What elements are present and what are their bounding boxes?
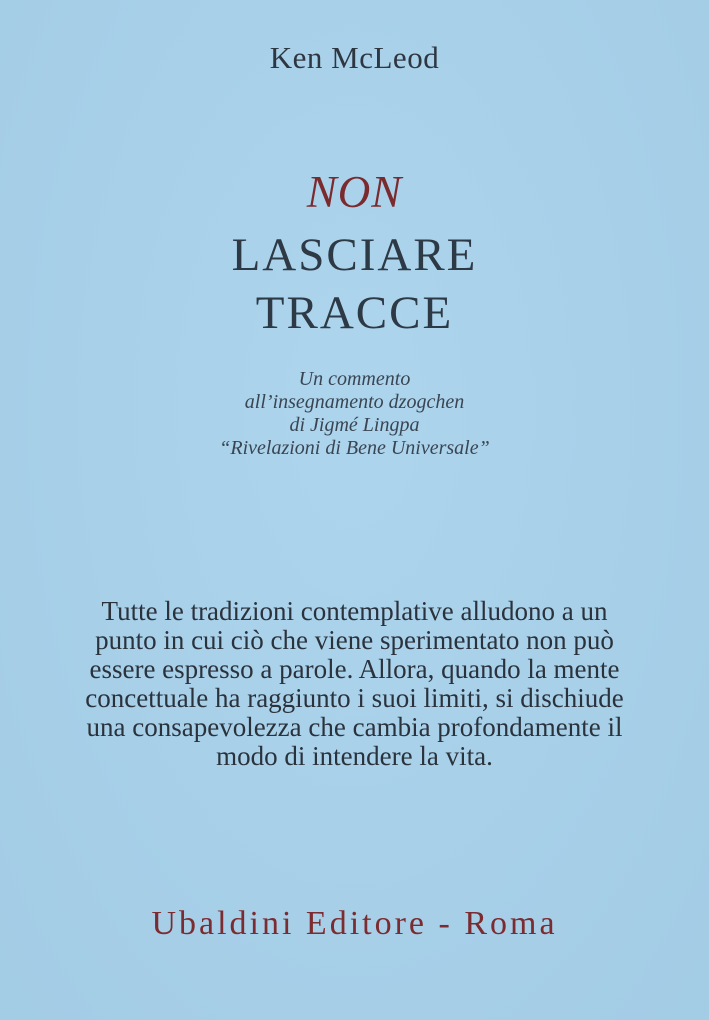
subtitle-line: all’insegnamento dzogchen: [244, 391, 465, 413]
subtitle: [0, 368, 709, 460]
subtitle-line: Un commento: [298, 368, 411, 390]
title-line-1: LASCIARE: [231, 229, 478, 281]
blurb-line: concettuale ha raggiunto i suoi limiti, si dischiude: [85, 683, 624, 713]
blurb-line: essere espresso a parole. Allora, quando la mente: [89, 654, 620, 684]
blurb-line: modo di intendere la vita.: [216, 741, 493, 771]
title-prefix: NON: [306, 167, 403, 217]
publisher: Ubaldini Editore - Roma: [151, 905, 558, 942]
blurb-line: una consapevolezza che cambia profondamente il: [86, 712, 623, 742]
title-line-2: TRACCE: [255, 287, 454, 339]
blurb-line: Tutte le tradizioni contemplative alludono a un: [101, 596, 608, 626]
subtitle-line: di Jigmé Lingpa: [289, 414, 420, 436]
subtitle-line: “Rivelazioni di Bene Universale”: [219, 437, 490, 459]
blurb: [0, 597, 709, 771]
author-name: Ken McLeod: [269, 40, 440, 75]
blurb-line: punto in cui ciò che viene sperimentato non può: [95, 625, 614, 655]
